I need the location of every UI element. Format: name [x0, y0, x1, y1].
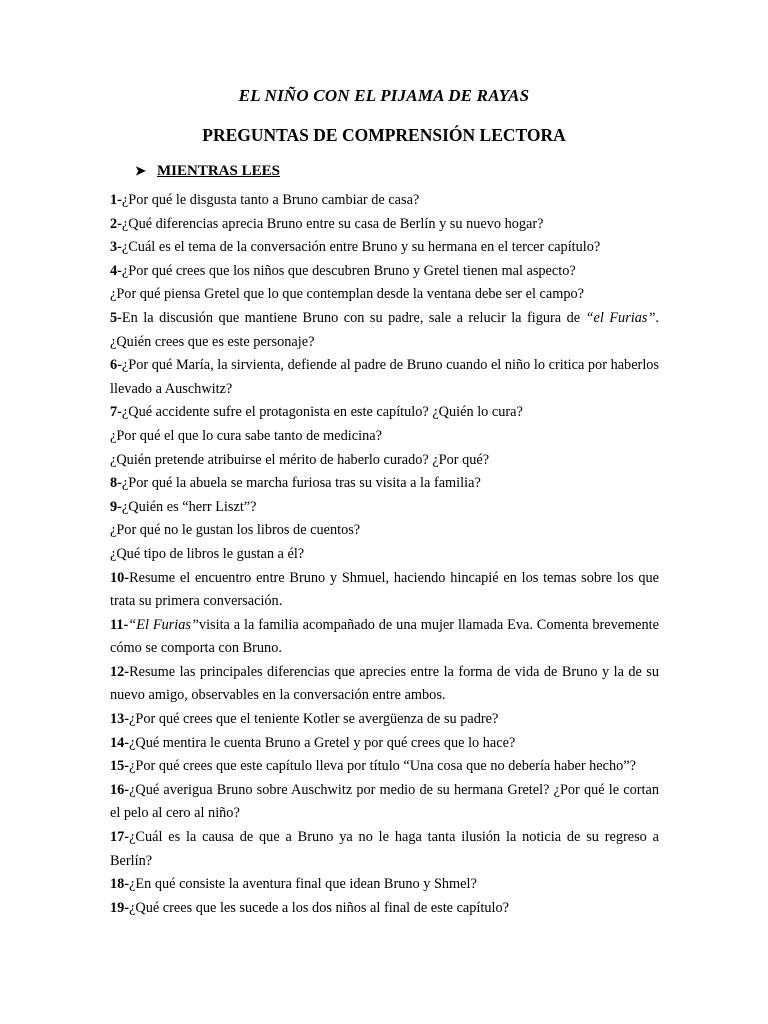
question-text: Resume el encuentro entre Bruno y Shmuel, haciendo hincapié en los temas sobre los que trata su primera conversación.: [110, 569, 659, 610]
question-text: ¿Por qué crees que este capítulo lleva por título “Una cosa que no debería haber hecho”?: [129, 758, 636, 775]
question-number: 17-: [110, 829, 130, 846]
question-text: ¿Qué diferencias aprecia Bruno entre su casa de Berlín y su nuevo hogar?: [121, 215, 544, 232]
question-text: ¿Quién es “herr Liszt”?: [121, 498, 257, 515]
question-number: 14-: [110, 734, 130, 751]
question-item: [110, 732, 659, 756]
question-list: [110, 189, 659, 920]
question-item: [110, 567, 659, 614]
question-item: [110, 755, 659, 779]
question-text: ¿Qué tipo de libros le gustan a él?: [110, 545, 305, 562]
question-text: ¿Cuál es la causa de que a Bruno ya no le haga tanta ilusión la noticia de su regreso a Berlín?: [110, 829, 659, 869]
question-item: [110, 236, 659, 260]
question-text: ¿Qué mentira le cuenta Bruno a Gretel y por qué crees que lo hace?: [129, 734, 516, 751]
question-number: 2-: [110, 215, 122, 232]
question-text: .¿Quién crees que es este personaje?: [110, 309, 659, 350]
question-item: [110, 543, 659, 567]
question-text: ¿Por qué crees que los niños que descubren Bruno y Gretel tienen mal aspecto?: [121, 262, 576, 279]
question-text: ¿Por qué la abuela se marcha furiosa tras su visita a la familia?: [121, 475, 481, 492]
question-text: ¿Quién pretende atribuirse el mérito de haberlo curado? ¿Por qué?: [110, 451, 490, 468]
question-italic-term: “el Furias”: [585, 309, 656, 326]
question-item: [110, 213, 659, 237]
arrowhead-bullet-icon: ➤: [135, 163, 146, 178]
question-item: [110, 779, 659, 826]
question-number: 19-: [110, 899, 130, 916]
question-text: ¿Qué averigua Bruno sobre Auschwitz por medio de su hermana Gretel? ¿Por qué le cortan el pelo al cero al niño?: [110, 781, 659, 822]
question-item: [110, 873, 659, 897]
question-number: 9-: [110, 498, 122, 515]
question-item: [110, 307, 659, 354]
question-italic-term: “El Furias”: [128, 616, 199, 633]
question-text: ¿Por qué no le gustan los libros de cuentos?: [110, 522, 361, 539]
question-text: ¿Cuál es el tema de la conversación entre Bruno y su hermana en el tercer capítulo?: [121, 239, 601, 256]
question-item: [110, 519, 659, 543]
question-item: [110, 661, 659, 708]
question-item: [110, 614, 659, 661]
question-number: 11-: [110, 616, 129, 633]
document-title: EL NIÑO CON EL PIJAMA DE RAYAS: [238, 86, 530, 105]
question-number: 1-: [110, 192, 122, 208]
section-label: MIENTRAS LEES: [157, 163, 280, 179]
question-number: 16-: [110, 781, 130, 798]
question-item: [110, 496, 659, 520]
question-item: [110, 826, 659, 873]
question-text-lead: En la discusión que mantiene Bruno con su padre, sale a relucir la figura de: [121, 309, 586, 326]
question-text: Resume las principales diferencias que aprecies entre la forma de vida de Bruno y la de su nuevo amigo, observables en la conversación entre ambos.: [110, 663, 659, 704]
question-number: 7-: [110, 404, 122, 421]
question-item: [110, 425, 659, 449]
question-number: 13-: [110, 711, 130, 728]
question-item: [110, 708, 659, 732]
question-number: 12-: [110, 663, 130, 680]
question-item: [110, 449, 659, 473]
question-number: 6-: [110, 357, 122, 374]
question-number: 15-: [110, 758, 130, 775]
question-item: [110, 260, 659, 284]
question-item: [110, 472, 659, 496]
question-number: 8-: [110, 475, 122, 492]
question-number: 5-: [110, 309, 122, 326]
question-text: ¿Por qué María, la sirvienta, defiende al padre de Bruno cuando el niño lo critica por haberlos llevado a Auschwitz?: [110, 357, 659, 397]
question-number: 10-: [110, 569, 130, 586]
question-text: ¿Qué crees que les sucede a los dos niños al final de este capítulo?: [129, 899, 509, 916]
question-text: ¿En qué consiste la aventura final que idean Bruno y Shmel?: [129, 876, 477, 893]
question-number: 4-: [110, 262, 122, 279]
question-text: ¿Por qué piensa Gretel que lo que contemplan desde la ventana debe ser el campo?: [110, 286, 584, 303]
question-text: ¿Por qué le disgusta tanto a Bruno cambiar de casa?: [121, 192, 420, 208]
question-item: [110, 354, 659, 401]
question-item: [110, 401, 659, 425]
question-number: 18-: [110, 876, 130, 893]
section-heading: [135, 163, 280, 180]
question-text: visita a la familia acompañado de una mujer llamada Eva. Comenta brevemente cómo se comporta con Bruno.: [110, 616, 659, 657]
question-text: ¿Por qué el que lo cura sabe tanto de medicina?: [110, 427, 382, 444]
question-text: ¿Qué accidente sufre el protagonista en este capítulo? ¿Quién lo cura?: [121, 404, 523, 421]
question-item: [110, 897, 659, 921]
question-text: ¿Por qué crees que el teniente Kotler se avergüenza de su padre?: [129, 711, 499, 728]
question-number: 3-: [110, 239, 122, 256]
document-subtitle: PREGUNTAS DE COMPRENSIÓN LECTORA: [202, 125, 566, 145]
question-item: [110, 283, 659, 307]
question-item: [110, 189, 659, 213]
